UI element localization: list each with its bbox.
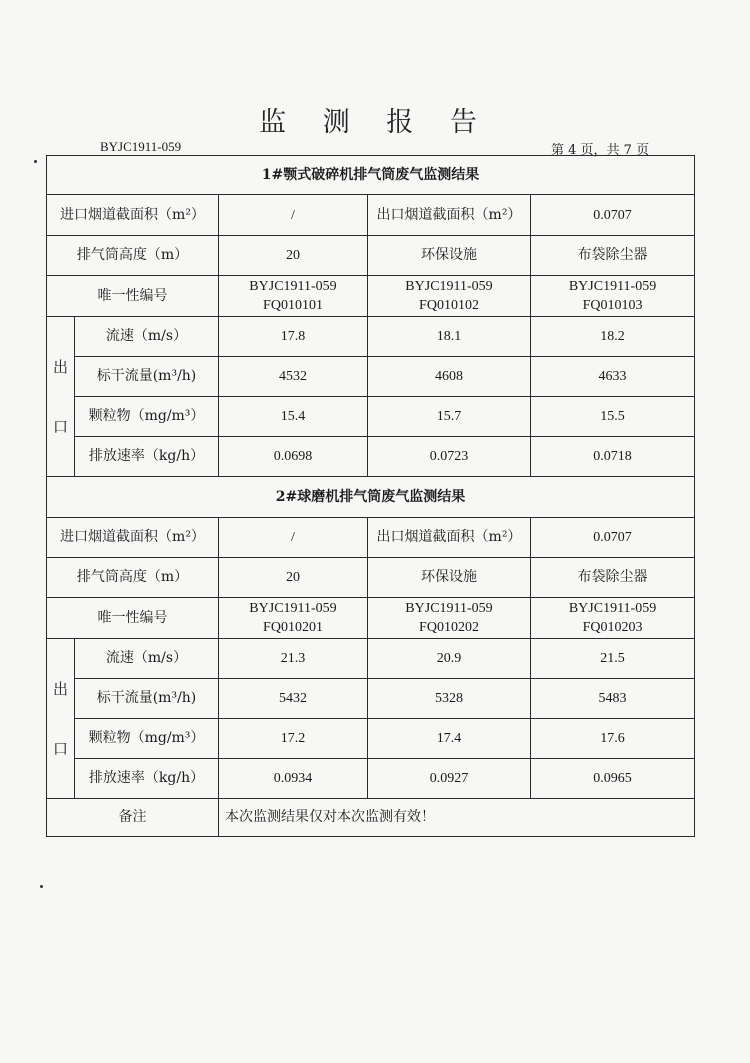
env-facility-value: 布袋除尘器 bbox=[531, 236, 695, 276]
outlet-side-label bbox=[47, 639, 75, 799]
metric-value: 17.2 bbox=[219, 719, 368, 759]
metric-label: 标干流量(m³/h) bbox=[75, 679, 219, 719]
scan-speck bbox=[40, 885, 43, 888]
metric-value: 5432 bbox=[219, 679, 368, 719]
monitoring-results-table bbox=[46, 155, 695, 837]
metric-label: 流速（m/s） bbox=[75, 639, 219, 679]
uid-cell bbox=[368, 276, 531, 317]
table-row bbox=[47, 518, 695, 558]
uid-line: BYJC1911-059 bbox=[568, 279, 657, 294]
uid-line: FQ010203 bbox=[582, 620, 643, 635]
table-row bbox=[47, 437, 695, 477]
metric-value: 15.7 bbox=[368, 397, 531, 437]
inlet-area-value: / bbox=[219, 195, 368, 236]
metric-value: 21.3 bbox=[219, 639, 368, 679]
uid-cell bbox=[219, 598, 368, 639]
metric-value: 4633 bbox=[531, 357, 695, 397]
uid-label: 唯一性编号 bbox=[47, 598, 219, 639]
table-row bbox=[47, 276, 695, 317]
uid-cell bbox=[368, 598, 531, 639]
uid-cell bbox=[531, 276, 695, 317]
remarks-row bbox=[47, 799, 695, 837]
table-row bbox=[47, 558, 695, 598]
table-row bbox=[47, 236, 695, 276]
metric-value: 18.2 bbox=[531, 317, 695, 357]
section-heading: 2#球磨机排气筒废气监测结果 bbox=[47, 477, 695, 518]
metric-value: 21.5 bbox=[531, 639, 695, 679]
stack-height-value: 20 bbox=[219, 236, 368, 276]
section-1-heading-row bbox=[47, 156, 695, 195]
inlet-area-label: 进口烟道截面积（m²） bbox=[47, 518, 219, 558]
table-row bbox=[47, 397, 695, 437]
metric-label: 流速（m/s） bbox=[75, 317, 219, 357]
uid-line: BYJC1911-059 bbox=[568, 601, 657, 616]
table-row bbox=[47, 598, 695, 639]
side-char: 出 bbox=[52, 357, 68, 376]
remarks-label: 备注 bbox=[47, 799, 219, 837]
uid-cell bbox=[219, 276, 368, 317]
metric-label: 排放速率（kg/h） bbox=[75, 759, 219, 799]
remarks-value: 本次监测结果仅对本次监测有效！ bbox=[219, 799, 695, 837]
metric-label: 颗粒物（mg/m³） bbox=[75, 719, 219, 759]
report-code: BYJC1911-059 bbox=[100, 139, 182, 154]
metric-label: 排放速率（kg/h） bbox=[75, 437, 219, 477]
table-row bbox=[47, 759, 695, 799]
side-char: 出 bbox=[52, 679, 68, 698]
metric-value: 4608 bbox=[368, 357, 531, 397]
metric-value: 15.4 bbox=[219, 397, 368, 437]
uid-line: FQ010202 bbox=[419, 620, 479, 635]
uid-line: FQ010101 bbox=[263, 298, 323, 313]
metric-value: 0.0965 bbox=[531, 759, 695, 799]
table-row bbox=[47, 679, 695, 719]
metric-value: 17.4 bbox=[368, 719, 531, 759]
uid-label: 唯一性编号 bbox=[47, 276, 219, 317]
uid-line: FQ010201 bbox=[263, 620, 323, 635]
stack-height-label: 排气筒高度（m） bbox=[47, 558, 219, 598]
uid-line: BYJC1911-059 bbox=[405, 279, 493, 294]
metric-value: 5483 bbox=[531, 679, 695, 719]
metric-label: 颗粒物（mg/m³） bbox=[75, 397, 219, 437]
outlet-side-label bbox=[47, 317, 75, 477]
metric-value: 20.9 bbox=[368, 639, 531, 679]
uid-line: BYJC1911-059 bbox=[249, 601, 337, 616]
inlet-area-label: 进口烟道截面积（m²） bbox=[47, 195, 219, 236]
env-facility-label: 环保设施 bbox=[368, 558, 531, 598]
env-facility-label: 环保设施 bbox=[368, 236, 531, 276]
metric-value: 0.0718 bbox=[531, 437, 695, 477]
stack-height-label: 排气筒高度（m） bbox=[47, 236, 219, 276]
stack-height-value: 20 bbox=[219, 558, 368, 598]
section-heading: 1#颚式破碎机排气筒废气监测结果 bbox=[47, 156, 695, 195]
table-row bbox=[47, 357, 695, 397]
outlet-area-value: 0.0707 bbox=[531, 518, 695, 558]
table-row bbox=[47, 719, 695, 759]
section-2-heading-row bbox=[47, 477, 695, 518]
metric-value: 0.0927 bbox=[368, 759, 531, 799]
table-row bbox=[47, 317, 695, 357]
metric-value: 17.6 bbox=[531, 719, 695, 759]
metric-value: 17.8 bbox=[219, 317, 368, 357]
outlet-area-label: 出口烟道截面积（m²） bbox=[368, 195, 531, 236]
metric-value: 0.0934 bbox=[219, 759, 368, 799]
table-row bbox=[47, 195, 695, 236]
uid-line: FQ010102 bbox=[419, 298, 479, 313]
metric-value: 0.0723 bbox=[368, 437, 531, 477]
metric-value: 15.5 bbox=[531, 397, 695, 437]
metric-value: 5328 bbox=[368, 679, 531, 719]
page-title: 监 测 报 告 bbox=[259, 107, 491, 138]
metric-value: 4532 bbox=[219, 357, 368, 397]
uid-line: BYJC1911-059 bbox=[405, 601, 493, 616]
page-number: 第 4 页，共 7 页 bbox=[551, 143, 650, 158]
outlet-area-value: 0.0707 bbox=[531, 195, 695, 236]
metric-value: 0.0698 bbox=[219, 437, 368, 477]
metric-value: 18.1 bbox=[368, 317, 531, 357]
side-char: 口 bbox=[52, 417, 68, 436]
scan-speck bbox=[34, 160, 37, 163]
table-row bbox=[47, 639, 695, 679]
side-char: 口 bbox=[52, 739, 68, 758]
metric-label: 标干流量(m³/h) bbox=[75, 357, 219, 397]
uid-line: BYJC1911-059 bbox=[249, 279, 337, 294]
outlet-area-label: 出口烟道截面积（m²） bbox=[368, 518, 531, 558]
inlet-area-value: / bbox=[219, 518, 368, 558]
uid-cell bbox=[531, 598, 695, 639]
uid-line: FQ010103 bbox=[582, 298, 643, 313]
env-facility-value: 布袋除尘器 bbox=[531, 558, 695, 598]
